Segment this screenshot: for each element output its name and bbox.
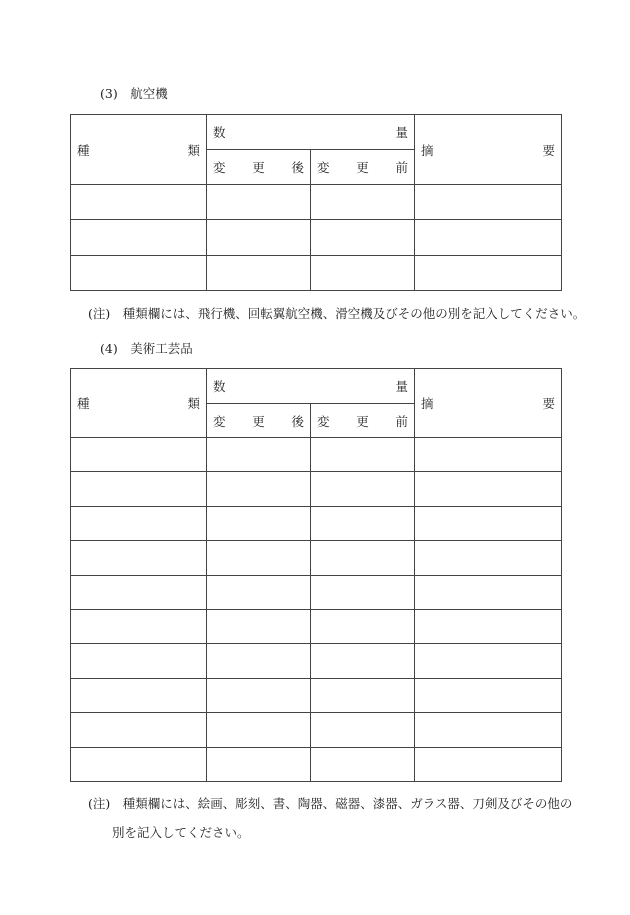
kind-cell[interactable] — [71, 713, 207, 747]
table-row — [71, 713, 562, 747]
table-row — [71, 506, 562, 540]
kind-cell[interactable] — [71, 220, 207, 255]
section-3-note: (注) 種類欄には、飛行機、回転翼航空機、滑空機及びその他の別を記入してください。 — [88, 306, 586, 321]
quantity-after-cell[interactable] — [207, 678, 311, 712]
kind-cell[interactable] — [71, 541, 207, 575]
table-row — [71, 678, 562, 712]
kind-cell[interactable] — [71, 609, 207, 643]
quantity-after-cell[interactable] — [207, 506, 311, 540]
header-quantity: 数 量 — [207, 369, 415, 404]
kind-cell[interactable] — [71, 255, 207, 290]
quantity-before-cell[interactable] — [311, 575, 415, 609]
kind-cell[interactable] — [71, 678, 207, 712]
section-4-note-line-1: (注) 種類欄には、絵画、彫刻、書、陶器、磁器、漆器、ガラス器、刀剣及びその他の — [88, 796, 573, 811]
quantity-after-cell[interactable] — [207, 713, 311, 747]
table-row — [71, 472, 562, 506]
quantity-after-cell[interactable] — [207, 541, 311, 575]
table-row — [71, 220, 562, 255]
table-row — [71, 575, 562, 609]
table-row — [71, 255, 562, 290]
table-row — [71, 438, 562, 472]
kind-cell[interactable] — [71, 506, 207, 540]
summary-cell[interactable] — [415, 713, 562, 747]
kind-cell[interactable] — [71, 185, 207, 220]
quantity-after-cell[interactable] — [207, 747, 311, 781]
quantity-after-cell[interactable] — [207, 575, 311, 609]
header-before-change: 変 更 前 — [311, 150, 415, 185]
quantity-before-cell[interactable] — [311, 472, 415, 506]
section-4-note-line-2: 別を記入してください。 — [112, 825, 250, 840]
table-row — [71, 609, 562, 643]
quantity-before-cell[interactable] — [311, 678, 415, 712]
kind-cell[interactable] — [71, 438, 207, 472]
section-3-heading: (3) 航空機 — [100, 86, 168, 101]
quantity-before-cell[interactable] — [311, 438, 415, 472]
section-4-heading: (4) 美術工芸品 — [100, 341, 193, 356]
header-after-change: 変 更 後 — [207, 150, 311, 185]
kind-cell[interactable] — [71, 644, 207, 678]
kind-cell[interactable] — [71, 472, 207, 506]
art-craft-table — [70, 368, 562, 782]
header-kind: 種 類 — [71, 369, 207, 438]
summary-cell[interactable] — [415, 220, 562, 255]
header-summary: 摘 要 — [415, 369, 562, 438]
table-row — [71, 185, 562, 220]
quantity-after-cell[interactable] — [207, 255, 311, 290]
quantity-before-cell[interactable] — [311, 609, 415, 643]
header-before-change: 変 更 前 — [311, 404, 415, 438]
quantity-before-cell[interactable] — [311, 713, 415, 747]
header-kind: 種 類 — [71, 115, 207, 185]
table-row — [71, 541, 562, 575]
summary-cell[interactable] — [415, 575, 562, 609]
header-after-change: 変 更 後 — [207, 404, 311, 438]
header-quantity: 数 量 — [207, 115, 415, 150]
aircraft-table — [70, 114, 562, 291]
quantity-before-cell[interactable] — [311, 506, 415, 540]
quantity-after-cell[interactable] — [207, 472, 311, 506]
quantity-after-cell[interactable] — [207, 644, 311, 678]
summary-cell[interactable] — [415, 438, 562, 472]
summary-cell[interactable] — [415, 609, 562, 643]
quantity-before-cell[interactable] — [311, 185, 415, 220]
quantity-after-cell[interactable] — [207, 438, 311, 472]
header-summary: 摘 要 — [415, 115, 562, 185]
summary-cell[interactable] — [415, 185, 562, 220]
quantity-before-cell[interactable] — [311, 644, 415, 678]
kind-cell[interactable] — [71, 747, 207, 781]
quantity-after-cell[interactable] — [207, 609, 311, 643]
summary-cell[interactable] — [415, 506, 562, 540]
summary-cell[interactable] — [415, 541, 562, 575]
summary-cell[interactable] — [415, 472, 562, 506]
table-row — [71, 644, 562, 678]
summary-cell[interactable] — [415, 644, 562, 678]
quantity-before-cell[interactable] — [311, 220, 415, 255]
summary-cell[interactable] — [415, 747, 562, 781]
quantity-after-cell[interactable] — [207, 220, 311, 255]
summary-cell[interactable] — [415, 255, 562, 290]
quantity-before-cell[interactable] — [311, 747, 415, 781]
table-row — [71, 747, 562, 781]
quantity-after-cell[interactable] — [207, 185, 311, 220]
quantity-before-cell[interactable] — [311, 255, 415, 290]
quantity-before-cell[interactable] — [311, 541, 415, 575]
kind-cell[interactable] — [71, 575, 207, 609]
summary-cell[interactable] — [415, 678, 562, 712]
